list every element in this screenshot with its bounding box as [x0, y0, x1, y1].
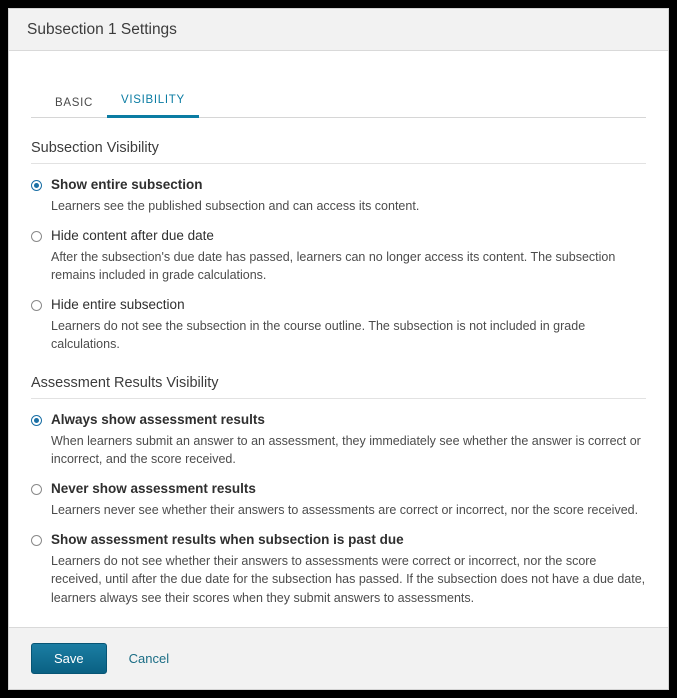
- option-label: Hide entire subsection: [51, 297, 185, 313]
- option-never-show-assessment-results[interactable]: [31, 481, 646, 519]
- save-button[interactable]: Save: [31, 643, 107, 674]
- radio-show-results-when-past-due[interactable]: [31, 535, 42, 546]
- option-description: When learners submit an answer to an assessment, they immediately see whether the answer is correct or incorrect, and the score received.: [51, 434, 641, 467]
- option-always-show-assessment-results[interactable]: [31, 412, 646, 468]
- radio-hide-content-after-due-date[interactable]: [31, 231, 42, 242]
- section-subsection-visibility: [31, 140, 646, 353]
- modal-footer: [9, 627, 668, 689]
- option-hide-entire-subsection[interactable]: [31, 297, 646, 353]
- option-label: Always show assessment results: [51, 412, 265, 428]
- modal-body: [9, 51, 668, 627]
- option-label: Show entire subsection: [51, 177, 203, 192]
- section-title: Assessment Results Visibility: [31, 375, 646, 399]
- modal-header: [9, 9, 668, 51]
- tab-list: [31, 87, 646, 118]
- tab-visibility[interactable]: VISIBILITY: [107, 94, 199, 118]
- tab-basic[interactable]: BASIC: [55, 97, 94, 109]
- radio-show-entire-subsection[interactable]: [31, 180, 42, 191]
- option-description: Learners see the published subsection and can access its content.: [51, 198, 420, 213]
- radio-never-show-assessment-results[interactable]: [31, 484, 42, 495]
- option-description: Learners do not see the subsection in the course outline. The subsection is not included in grade calculations.: [51, 319, 586, 352]
- page-title: Subsection 1 Settings: [27, 20, 177, 38]
- option-description: Learners never see whether their answers to assessments are correct or incorrect, nor the score received.: [51, 503, 639, 518]
- radio-hide-entire-subsection[interactable]: [31, 300, 42, 311]
- settings-modal: [8, 8, 669, 690]
- option-hide-content-after-due-date[interactable]: [31, 228, 646, 284]
- section-assessment-results-visibility: [31, 375, 646, 606]
- option-show-entire-subsection[interactable]: [31, 177, 646, 215]
- cancel-button[interactable]: Cancel: [128, 651, 170, 666]
- option-description: After the subsection's due date has passed, learners can no longer access its content. The subsection remains included in grade calculations.: [51, 249, 616, 282]
- section-title: Subsection Visibility: [31, 140, 646, 164]
- option-show-results-when-past-due[interactable]: [31, 532, 646, 606]
- option-label: Hide content after due date: [51, 228, 214, 243]
- option-description: Learners do not see whether their answers to assessments were correct or incorrect, nor the score received, until after the due date for the subsection has passed. If the subsection does not have a due date, learners always see their scores when they submit answers to assessments.: [51, 554, 646, 605]
- option-label: Never show assessment results: [51, 481, 256, 497]
- option-label: Show assessment results when subsection is past due: [51, 532, 404, 548]
- radio-always-show-assessment-results[interactable]: [31, 415, 42, 426]
